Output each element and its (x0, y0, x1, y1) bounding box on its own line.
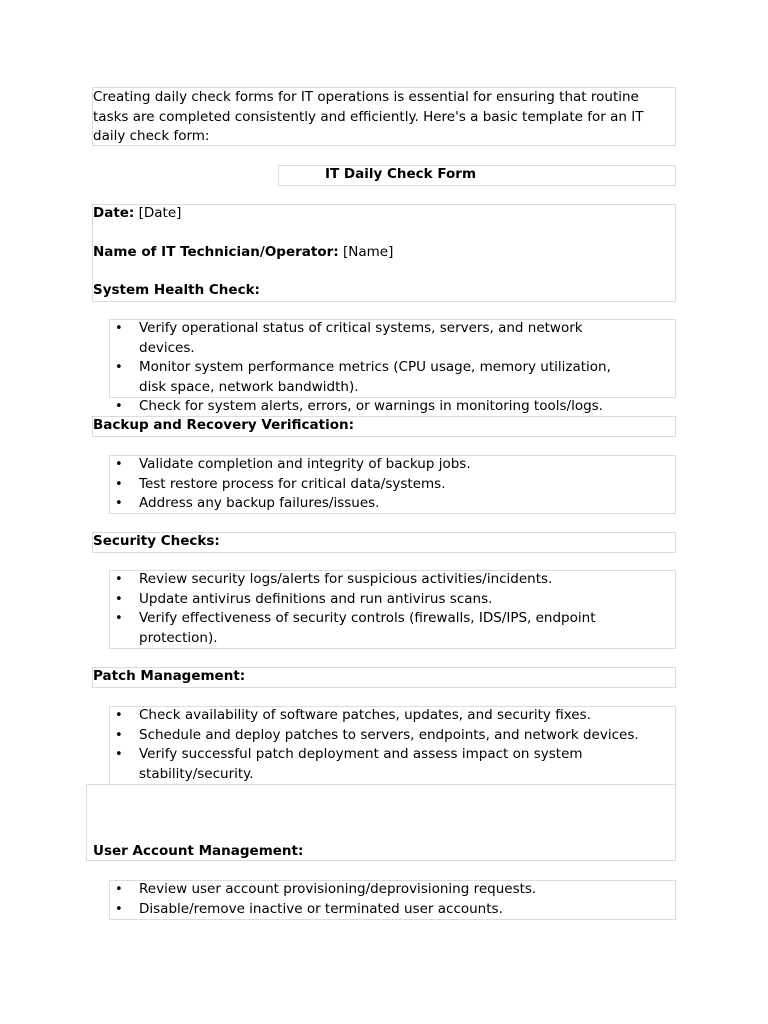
system-health-list (109, 319, 641, 417)
security-heading: Security Checks: (93, 533, 220, 549)
intro-paragraph: Creating daily check forms for IT operations is essential for ensuring that routine tasks are completed consistently and efficiently. Here's a basic template for an IT daily check form: (93, 89, 644, 144)
technician-label: Name of IT Technician/Operator: (93, 244, 339, 260)
date-value: [Date] (138, 205, 182, 221)
list-item: • Schedule and deploy patches to servers, endpoints, and network devices. (109, 726, 641, 746)
backup-list (109, 455, 659, 514)
system-health-heading: System Health Check: (93, 282, 260, 298)
user-account-list (109, 880, 659, 919)
date-field (93, 204, 181, 224)
backup-heading: Backup and Recovery Verification: (93, 417, 355, 433)
user-account-heading: User Account Management: (93, 843, 304, 859)
list-item: • Review security logs/alerts for suspicious activities/incidents. (109, 570, 609, 590)
list-item: • Check for system alerts, errors, or warnings in monitoring tools/logs. (109, 397, 641, 417)
list-item: • Verify operational status of critical systems, servers, and network devices. (109, 319, 641, 358)
list-item: • Check availability of software patches, updates, and security fixes. (109, 706, 641, 726)
list-item: • Verify effectiveness of security controls (firewalls, IDS/IPS, endpoint protection). (109, 609, 609, 648)
technician-field (93, 243, 393, 263)
list-item: • Update antivirus definitions and run antivirus scans. (109, 590, 609, 610)
list-item: • Address any backup failures/issues. (109, 494, 659, 514)
security-list (109, 570, 609, 648)
patch-heading: Patch Management: (93, 668, 246, 684)
list-item: • Verify successful patch deployment and assess impact on system stability/security. (109, 745, 641, 784)
list-item: • Validate completion and integrity of backup jobs. (109, 455, 659, 475)
patch-list (109, 706, 641, 784)
date-label: Date: (93, 205, 135, 221)
list-item: • Review user account provisioning/deprovisioning requests. (109, 880, 659, 900)
technician-value: [Name] (342, 244, 394, 260)
form-title: IT Daily Check Form (325, 166, 477, 182)
list-item: • Disable/remove inactive or terminated user accounts. (109, 900, 659, 920)
list-item: • Monitor system performance metrics (CPU usage, memory utilization, disk space, network bandwidth). (109, 358, 641, 397)
list-item: • Test restore process for critical data/systems. (109, 475, 659, 495)
